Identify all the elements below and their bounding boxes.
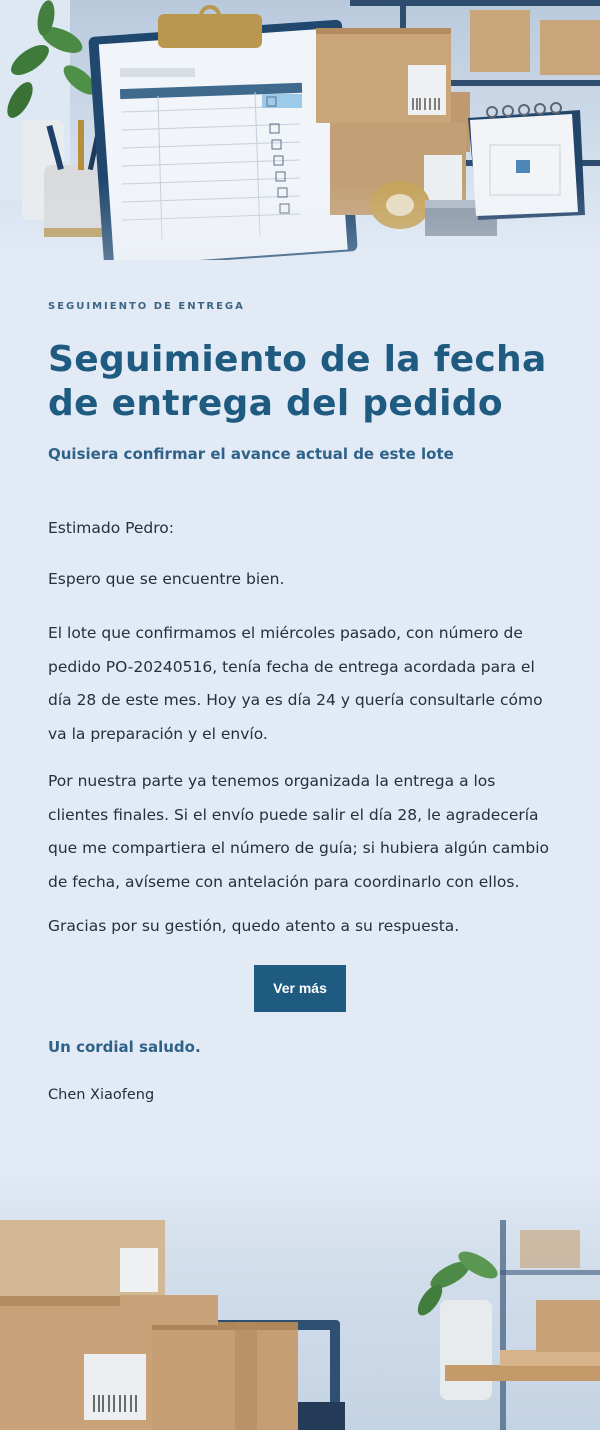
cta-container <box>48 965 552 1012</box>
email-content <box>48 300 558 1106</box>
email-body <box>48 515 558 939</box>
email-subtitle: Quisiera confirmar el avance actual de este lote <box>48 445 454 463</box>
order-paragraph: El lote que confirmamos el miércoles pasado, con número de pedido PO-20240516, tenía fecha de entrega acordada para el día 28 de este mes. Hoy ya es día 24 y quería consultarle cómo va la preparación y el envío. <box>48 624 543 743</box>
email-title: Seguimiento de la fecha de entrega del pedido <box>48 339 547 424</box>
intro-paragraph: Espero que se encuentre bien. <box>48 570 285 588</box>
delivery-paragraph: Por nuestra parte ya tenemos organizada la entrega a los clientes finales. Si el envío puede salir el día 28, le agradecería que me compartiera el número de guía; si hubiera algún cambio de fecha, avíseme con antelación para coordinarlo con ellos. <box>48 772 550 891</box>
thanks-paragraph: Gracias por su gestión, quedo atento a su respuesta. <box>48 917 460 935</box>
greeting: Estimado Pedro: <box>48 519 175 537</box>
signature: Chen Xiaofeng <box>48 1087 155 1103</box>
footer-image <box>0 1170 600 1430</box>
closing-line: Un cordial saludo. <box>48 1038 201 1056</box>
hero-image <box>0 0 600 260</box>
ver-mas-button[interactable]: Ver más <box>254 965 346 1012</box>
eyebrow-label: SEGUIMIENTO DE ENTREGA <box>48 301 245 312</box>
